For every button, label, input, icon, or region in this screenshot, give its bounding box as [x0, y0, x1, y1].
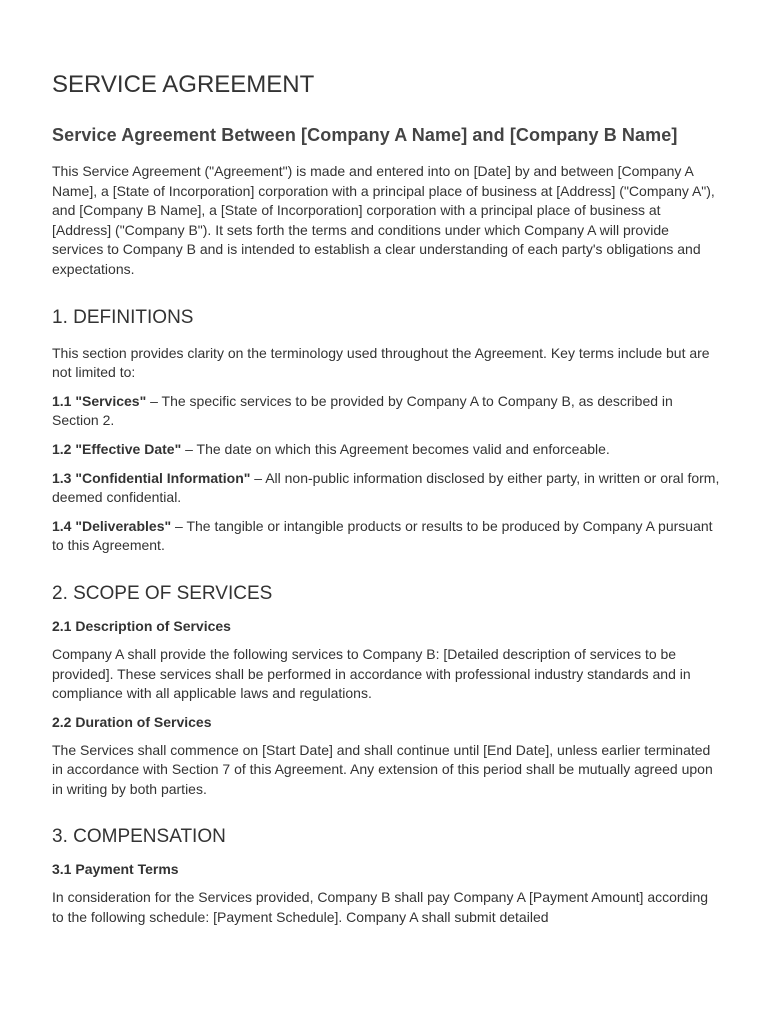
definition-term: 1.4 "Deliverables" [52, 517, 172, 534]
definition-text: – The date on which this Agreement becomes valid and enforceable. [181, 440, 610, 457]
duration-of-services-text: The Services shall commence on [Start Date] and shall continue until [End Date], unless earlier terminated in accordance with Section 7 of this Agreement. Any extension of this period shall be mutually agreed upon in writing by both parties. [52, 741, 713, 797]
scope-heading: 2. SCOPE OF SERVICES [52, 582, 273, 604]
payment-terms-text: In consideration for the Services provided, Company B shall pay Company A [Payment Amount] according to the following schedule: [Payment Schedule]. Company A shall submit detailed [52, 889, 709, 926]
definition-item [52, 440, 720, 460]
definition-item [52, 392, 720, 431]
definitions-intro: This section provides clarity on the terminology used throughout the Agreement. Key terms include but are not limited to: [52, 344, 710, 381]
definition-term: 1.2 "Effective Date" [52, 440, 182, 457]
description-of-services-text: Company A shall provide the following services to Company B: [Detailed description of services to be provided]. These services shall be performed in accordance with professional industry standards and in compliance with all applicable laws and regulations. [52, 645, 691, 702]
document-subtitle: Service Agreement Between [Company A Name] and [Company B Name] [52, 125, 678, 145]
document-title: SERVICE AGREEMENT [52, 71, 315, 98]
definition-term: 1.3 "Confidential Information" [52, 469, 251, 486]
definition-item [52, 517, 720, 556]
payment-terms-heading: 3.1 Payment Terms [52, 861, 179, 878]
definition-text: – The tangible or intangible products or results to be produced by Company A pursuant to this Agreement. [52, 517, 713, 554]
document-content [52, 68, 720, 928]
definition-item [52, 469, 720, 508]
definitions-heading: 1. DEFINITIONS [52, 306, 194, 328]
duration-of-services-heading: 2.2 Duration of Services [52, 713, 212, 730]
description-of-services-heading: 2.1 Description of Services [52, 617, 231, 634]
intro-paragraph: This Service Agreement ("Agreement") is made and entered into on [Date] by and between [Company A Name], a [State of Incorporation] corporation with a principal place of business at [Address] ("Company A"), and [Company B Name], a [State of Incorporation] corporation with a principal place of business at [Address] ("Company B"). It sets forth the terms and conditions under which Company A will provide services to Company B and is intended to establish a clear understanding of each party's obligations and expectations. [52, 163, 715, 277]
compensation-heading: 3. COMPENSATION [52, 826, 226, 848]
definition-term: 1.1 "Services" [52, 392, 147, 409]
definition-text: – All non-public information disclosed by either party, in written or oral form, deemed confidential. [52, 469, 720, 506]
definition-text: – The specific services to be provided by Company A to Company B, as described in Section 2. [52, 392, 673, 429]
